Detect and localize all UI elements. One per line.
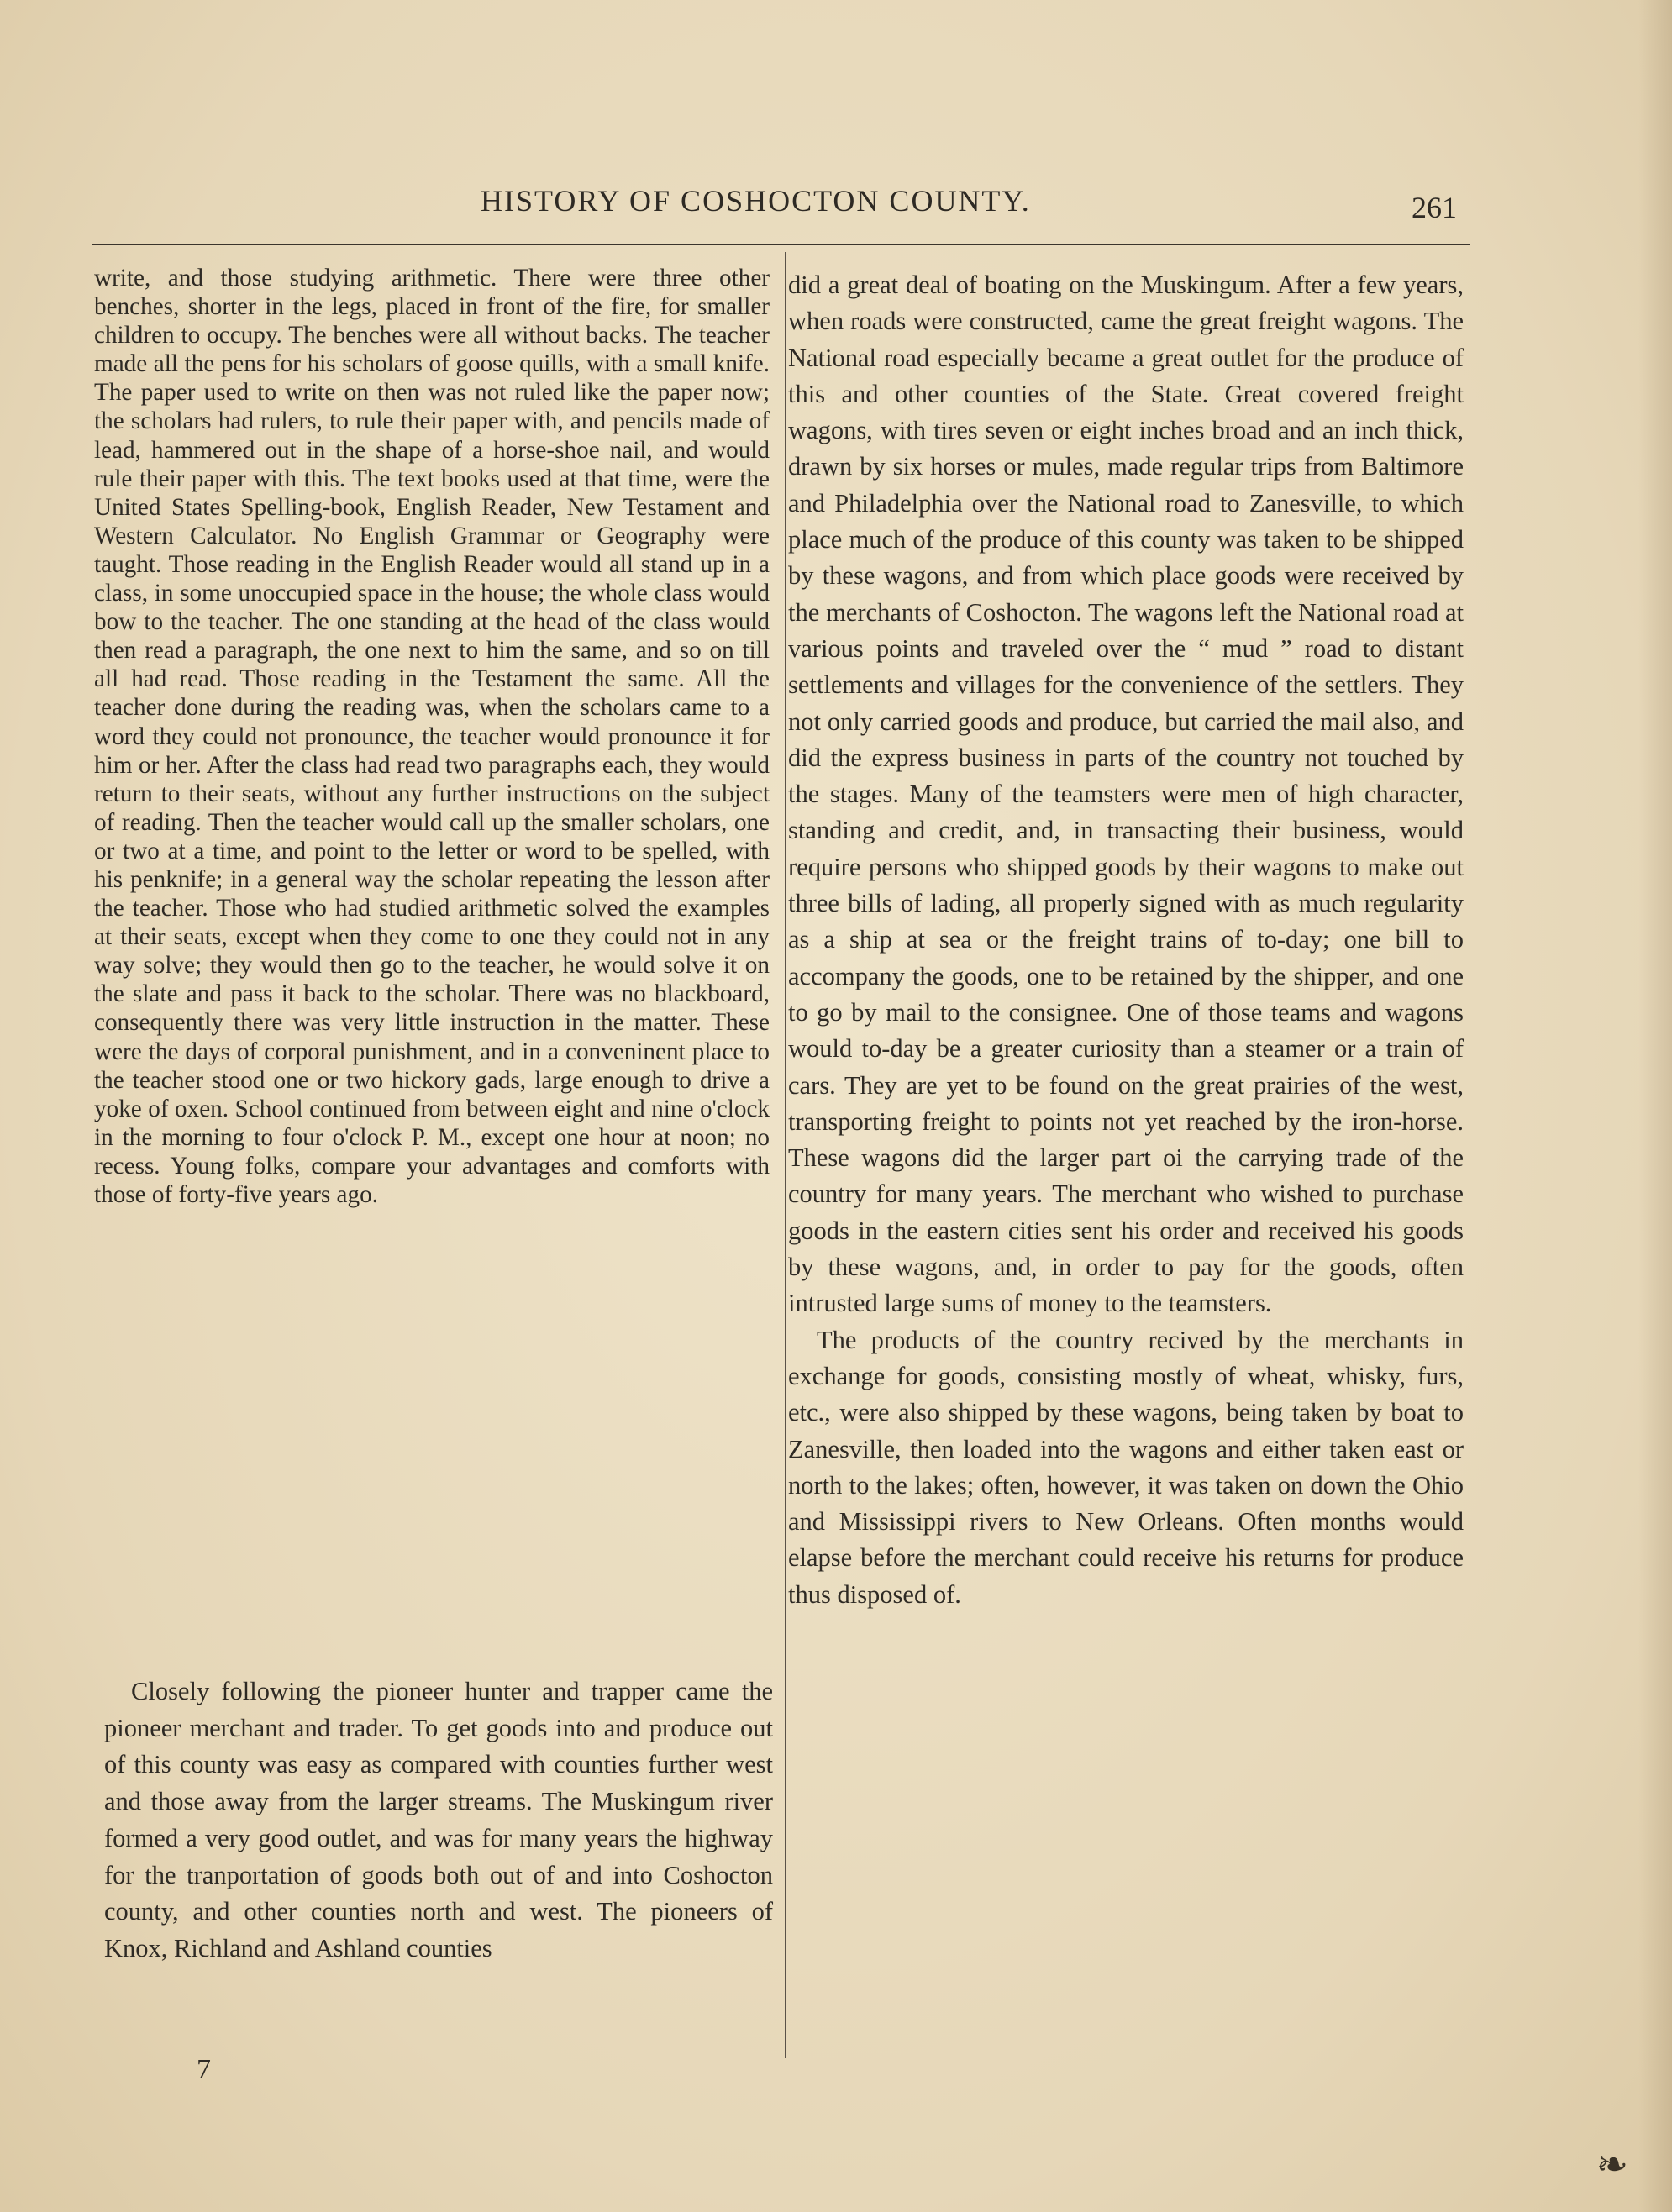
running-head: HISTORY OF COSHOCTON COUNTY.	[481, 184, 1031, 218]
freight-wagons-paragraph: did a great deal of boating on the Muskingum. After a few years, when roads were constructed, came the great freight wagons. The National road especially became a great outlet for the produce of this and other counties of the State. Great covered freight wagons, with tires seven or eight inches broad and an inch thick, drawn by six horses or mules, made regular trips from Baltimore and Philadelphia over the National road to Zanesville, to which place much of the produce of this county was taken to be shipped by these wagons, and from which place goods were received by the merchants of Coshocton. The wagons left the National road at various points and traveled over the “ mud ” road to distant settlements and villages for the convenience of the settlers. They not only carried goods and produce, but carried the mail also, and did the express business in parts of the country not touched by the stages. Many of the teamsters were men of high character, standing and credit, and, in transacting their business, would require persons who shipped goods by their wagons to make out three bills of lading, all properly signed with as much regularity as a ship at sea or the freight trains of to-day; one bill to accompany the goods, one to be retained by the shipper, and one to go by mail to the consignee. One of those teams and wagons would to-day be a greater curiosity than a steamer or a train of cars. They are yet to be found on the great prairies of the west, transporting freight to points not yet reached by the iron-horse. These wagons did the larger part oi the carrying trade of the country for many years. The merchant who wished to purchase goods in the eastern cities sent his order and received his goods by these wagons, and, in order to pay for the goods, often intrusted large sums of money to the teamsters.	[788, 271, 1464, 1318]
ink-blot-icon: ❧	[1596, 2143, 1628, 2186]
page-edge-shadow	[1638, 0, 1672, 2212]
signature-mark: 7	[197, 2054, 211, 2085]
page-header	[94, 178, 1472, 229]
right-column	[788, 267, 1464, 1613]
left-column-merchant-text	[104, 1673, 773, 1968]
left-column-school-text	[94, 264, 770, 1209]
products-paragraph: The products of the country recived by the merchants in exchange for goods, consisting mostly of wheat, whisky, furs, etc., were also shipped by these wagons, being taken by boat to Zanesville, then loaded into the wagons and either taken east or north to the lakes; often, however, it was taken on down the Ohio and Mississippi rivers to New Orleans. Often months would elapse before the merchant could receive his returns for produce thus disposed of.	[788, 1325, 1464, 1609]
merchant-paragraph: Closely following the pioneer hunter and trapper came the pioneer merchant and trader. To get goods into and produce out of this county was easy as compared with counties further west and those away from the larger streams. The Muskingum river formed a very good outlet, and was for many years the highway for the tranportation of goods both out of and into Coshocton county, and other counties north and west. The pioneers of Knox, Richland and Ashland counties	[104, 1677, 773, 1962]
column-divider	[785, 252, 786, 2058]
school-paragraph: write, and those studying arithmetic. There were three other benches, shorter in the legs, placed in front of the fire, for smaller children to occupy. The benches were all without backs. The teacher made all the pens for his scholars of goose quills, with a small knife. The paper used to write on then was not ruled like the paper now; the scholars had rulers, to rule their paper with, and pencils made of lead, hammered out in the shape of a horse-shoe nail, and would rule their paper with this. The text books used at that time, were the United States Spelling-book, English Reader, New Testament and Western Calculator. No English Grammar or Geography were taught. Those reading in the English Reader would all stand up in a class, in some unoccupied space in the house; the whole class would bow to the teacher. The one standing at the head of the class would then read a paragraph, the one next to him the same, and so on till all had read. Those reading in the Testament the same. All the teacher done during the reading was, when the scholars came to a word they could not pronounce, the teacher would pronounce it for him or her. After the class had read two paragraphs each, they would return to their seats, without any further instructions on the subject of reading. Then the teacher would call up the smaller scholars, one or two at a time, and point to the letter or word to be spelled, with his penknife; in a general way the scholar repeating the lesson after the teacher. Those who had studied arithmetic solved the examples at their seats, except when they come to one they could not in any way solve; they would then go to the teacher, he would solve it on the slate and pass it back to the scholar. There was no blackboard, consequently there was very little instruction in the matter. These were the days of corporal punishment, and in a conveninent place to the teacher stood one or two hickory gads, large enough to drive a yoke of oxen. School continued from between eight and nine o'clock in the morning to four o'clock P. M., except one hour at noon; no recess. Young folks, compare your advantages and comforts with those of forty-five years ago.	[94, 265, 770, 1208]
page-number: 261	[1412, 191, 1457, 224]
header-rule	[92, 244, 1470, 245]
